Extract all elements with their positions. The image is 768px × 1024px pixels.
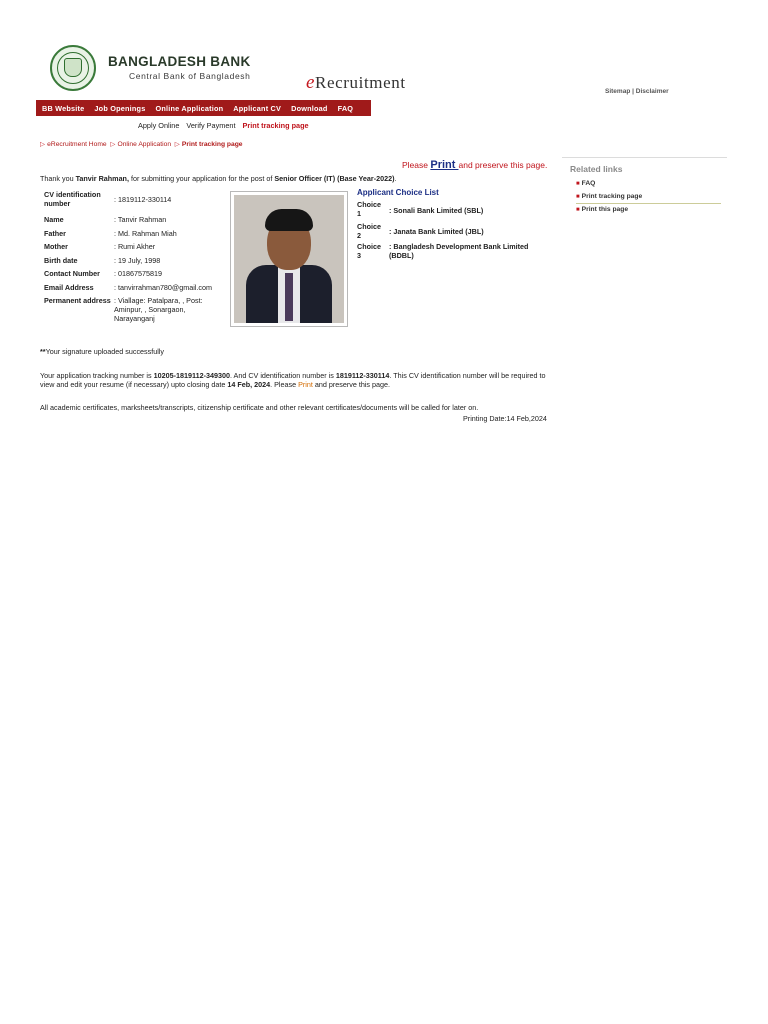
nav-online-application[interactable]: Online Application [155,103,224,113]
detail-label: Mother [44,242,68,251]
thanks-text: . [394,174,397,183]
related-link-label: Print this page [581,206,629,213]
tracking-print-link[interactable]: Print [298,380,313,389]
printing-date: Printing Date:14 Feb,2024 [463,414,547,423]
detail-label: Name [44,215,64,224]
breadcrumb-online-application[interactable]: Online Application [117,141,172,148]
sitemap-link[interactable]: Sitemap [605,88,631,95]
breadcrumb-arrow-icon: ▷ [110,141,116,148]
nav-download[interactable]: Download [291,103,328,113]
bullet-icon: ■ [576,181,580,187]
detail-label: Contact Number [44,269,100,278]
tracking-text: Your application tracking number is [40,371,154,380]
tracking-text: . And CV identification number is [229,371,336,380]
breadcrumb-print-tracking-page: Print tracking page [181,141,243,148]
bullet-icon: ■ [576,194,580,200]
post-name: Senior Officer (IT) [274,174,336,183]
tracking-text: and preserve this page. [312,380,391,389]
tracking-text: . This CV identification number will be required to view and edit your resume (if necessary) upto closing date [40,371,546,389]
detail-value: : Rumi Akher [114,242,156,251]
related-link-print-tracking[interactable] [576,193,642,200]
choice-list-title: Applicant Choice List [357,188,439,197]
breadcrumb-arrow-icon: ▷ [174,141,180,148]
related-link-print-page[interactable] [576,206,628,213]
breadcrumb [40,140,243,148]
signature-text: Your signature uploaded successfully [45,347,165,356]
detail-value: : 01867575819 [114,269,162,278]
nav-applicant-cv[interactable]: Applicant CV [233,103,282,113]
detail-value: : tanvirrahman780@gmail.com [114,283,212,292]
base-year: (Base Year-2022) [337,174,395,183]
top-links-divider: | [632,88,634,95]
breadcrumb-erecruitment-home[interactable]: eRecruitment Home [47,141,107,148]
detail-value: : Viallage: Patalpara, , Post: Aminpur, , Sonargaon, Narayanganj [114,296,203,323]
subnav-apply-online[interactable]: Apply Online [138,121,180,130]
applicant-name: Tanvir Rahman, [75,174,129,183]
nav-bb-website[interactable]: BB Website [42,103,85,113]
detail-value: : 1819112-330114 [114,195,172,204]
bullet-icon: ■ [576,207,580,213]
top-links [605,88,669,95]
disclaimer-link[interactable]: Disclaimer [635,88,669,95]
choice-label: Choice 2 [357,222,381,240]
detail-label: Birth date [44,256,78,265]
main-nav [36,100,371,116]
print-note-prefix: Please [402,160,431,170]
subnav-print-tracking-page[interactable]: Print tracking page [242,121,309,130]
nav-job-openings[interactable]: Job Openings [94,103,146,113]
choice-label: Choice 3 [357,242,381,260]
signature-stars: ** [40,347,46,356]
detail-label: Father [44,229,66,238]
related-link-label: Print tracking page [581,193,643,200]
signature-status [40,347,164,356]
closing-date: 14 Feb, 2024 [227,380,271,389]
choice-value: : Bangladesh Development Bank Limited (BDBL) [389,242,529,260]
detail-value: : Tanvir Rahman [114,215,167,224]
erecruitment-e: e [306,72,316,93]
tracking-info [40,371,552,389]
choice-label: Choice 1 [357,200,381,218]
detail-label: Email Address [44,283,94,292]
subnav-verify-payment[interactable]: Verify Payment [186,121,236,130]
print-note-suffix: and preserve this page. [458,160,548,170]
detail-label: Permanent address [44,296,111,305]
thanks-text: for submitting your application for the post of [128,174,275,183]
certificates-notice: All academic certificates, marksheets/transcripts, citizenship certificate and other relevant certificates/documents will be called for later on. [40,403,479,412]
detail-value: : Md. Rahman Miah [114,229,177,238]
print-note [402,159,547,171]
applicant-photo [230,191,348,327]
detail-value: : 19 July, 1998 [114,256,161,265]
detail-label: CV identification number [44,190,101,208]
erecruitment-name: Recruitment [315,73,406,92]
choice-value: : Janata Bank Limited (JBL) [389,227,484,236]
tracking-number: 10205-1819112-349300 [153,371,230,380]
related-links-title: Related links [570,164,623,174]
print-link[interactable]: Print [430,159,459,171]
bank-subtitle: Central Bank of Bangladesh [129,71,251,81]
erecruitment-logo [306,72,406,94]
bangladesh-bank-logo [50,45,96,91]
tracking-text: . Please [270,380,299,389]
sub-nav [138,121,314,130]
breadcrumb-arrow-icon: ▷ [40,141,46,148]
thanks-text: Thank you [40,174,76,183]
related-links-separator [576,203,721,204]
thank-you-message [40,174,397,183]
cv-number: 1819112-330114 [335,371,390,380]
related-links-divider [562,157,727,158]
related-link-faq[interactable] [576,180,595,187]
choice-value: : Sonali Bank Limited (SBL) [389,206,484,215]
bank-name: BANGLADESH BANK [108,54,251,69]
related-link-label: FAQ [581,180,596,187]
nav-faq[interactable]: FAQ [337,103,354,113]
